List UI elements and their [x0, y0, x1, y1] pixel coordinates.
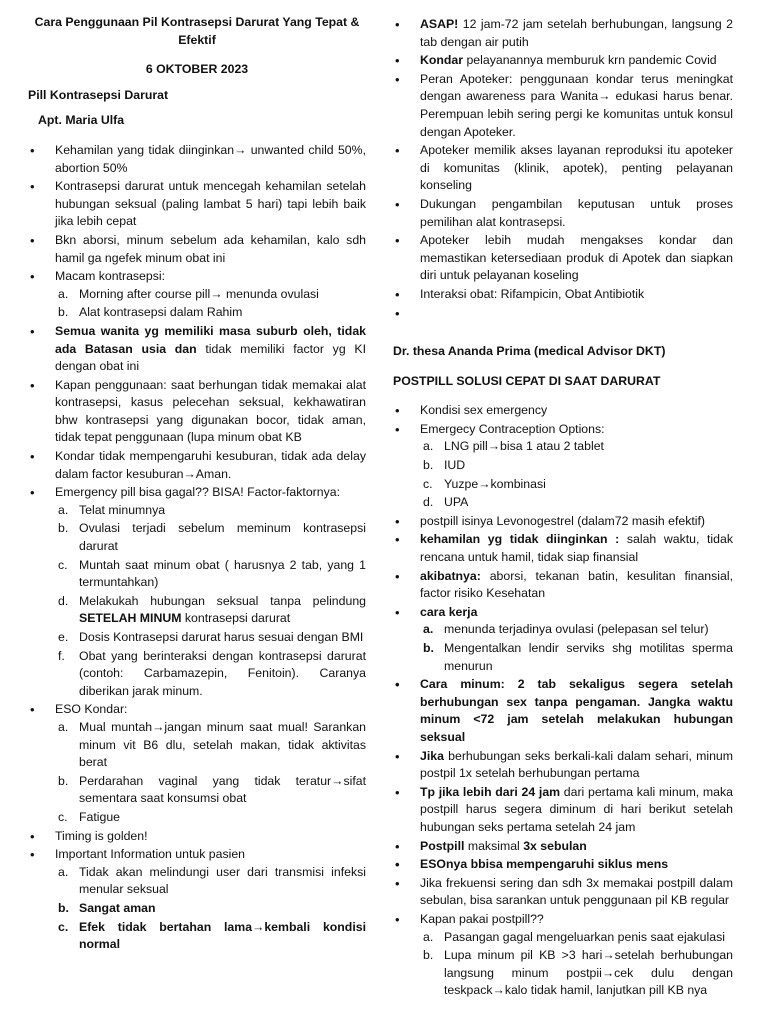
sub-item-text: Ovulasi terjadi sebelum meminum kontrasepsi darurat — [79, 521, 366, 554]
list-item — [28, 323, 366, 376]
sub-item: b. Ovulasi terjadi sebelum meminum kontrasepsi darurat — [58, 521, 366, 554]
sub-item: f. Obat yang berinteraksi dengan kontrasepsi darurat (contoh: Carbamazepin, Fenitoin). Caranya diberikan jarak minum. — [58, 648, 366, 698]
sub-item: a. Morning after course pill→ menunda ovulasi — [58, 286, 319, 301]
list-item: • Apoteker lebih mudah mengakses kondar dan memastikan ketersediaan produk di Apotek dan siapkan diri untuk pelayanan koseling — [393, 232, 733, 285]
bold-text: ASAP! — [420, 17, 459, 31]
list-item — [393, 568, 733, 603]
list-item: • Apoteker memilik akses layanan reproduksi itu apoteker di komunitas (klinik, apotek), penting pelayanan konseling — [393, 142, 733, 195]
list-item: • Bkn aborsi, minum sebelum ada kehamilan, kalo sdh hamil ga ngefek minum obat ini — [28, 232, 366, 267]
list-item-text: Kapan pakai postpill?? — [420, 911, 544, 926]
sub-item-text: Pasangan gagal mengeluarkan penis saat ejakulasi — [444, 929, 725, 944]
sub-item: c. Fatigue — [58, 809, 121, 824]
sub-item: e. Dosis Kontrasepsi darurat harus sesuai dengan BMI — [58, 630, 364, 644]
list-item: • Timing is golden! — [28, 828, 366, 846]
list-item-text: maksimal — [464, 838, 524, 853]
sub-item-text: Obat yang berinteraksi dengan kontrasepsi darurat (contoh: Carbamazepin, Fenitoin). Caranya diberikan jarak minum. — [79, 648, 366, 698]
sub-item-text: Alat kontrasepsi dalam Rahim — [79, 305, 243, 320]
sub-item-text: Perdarahan vaginal yang tidak teratur→sifat sementara saat konsumsi obat — [79, 773, 366, 806]
list-item: • Kondisi sex emergency — [393, 402, 733, 420]
bullet-list-right-top — [393, 16, 733, 322]
list-item: • Cara minum: 2 tab sekaligus segera setelah berhubungan sex tanpa pengaman. Jangka waktu minum <72 jam setelah melakukan hubungan seksual — [393, 676, 733, 746]
list-item — [393, 531, 733, 566]
list-item-text: Emergecy Contraception Options: — [420, 421, 605, 436]
section-heading-postpill: POSTPILL SOLUSI CEPAT DI SAAT DARURAT — [393, 373, 661, 388]
bold-text: Jika — [420, 748, 444, 763]
sub-item-text: UPA — [444, 495, 469, 510]
sub-item-text: Melakukah hubungan seksual tanpa pelindung — [79, 593, 366, 608]
sub-item: a. Mual muntah→jangan minum saat mual! Sarankan minum vit B6 dlu, setelah makan, tidak aktivitas berat — [58, 719, 366, 770]
sub-list — [55, 502, 366, 701]
speaker-name: Dr. thesa Ananda Prima (medical Advisor DKT) — [393, 344, 666, 359]
sub-item-text: Tidak akan melindungi user dari transmisi infeksi menular seksual — [79, 864, 366, 897]
list-item: • Peran Apoteker: penggunaan kondar terus meningkat dengan awareness para Wanita→ edukasi harus benar. Perempuan lebih sering pergi ke komunitas untuk konsul dengan Apoteker. — [393, 71, 733, 141]
sub-list — [55, 286, 366, 322]
sub-list — [420, 929, 733, 1000]
bold-text: akibatnya: — [420, 568, 481, 583]
list-item-text: Emergency pill bisa gagal?? BISA! Factor-faktornya: — [55, 485, 341, 500]
sub-item: a. Telat minumnya — [58, 502, 166, 517]
sub-item-text: Efek tidak bertahan lama→kembali kondisi normal — [79, 919, 366, 952]
list-item — [28, 701, 366, 826]
list-item: • Interaksi obat: Rifampicin, Obat Antibiotik — [393, 286, 733, 304]
bold-text: SETELAH MINUM — [79, 611, 182, 626]
list-item: • Jika frekuensi sering dan sdh 3x memakai postpill dalam sebulan, bisa sarankan untuk penggunaan pil KB regular — [393, 875, 733, 910]
sub-item-text: Sangat aman — [79, 900, 156, 915]
sub-item-text: Fatigue — [79, 809, 121, 824]
list-item — [393, 838, 733, 856]
sub-item-text: menunda terjadinya ovulasi (pelepasan sel telur) — [444, 622, 709, 637]
bullet-list-left — [28, 142, 366, 954]
list-item-text: salah waktu, tidak rencana untuk hamil, tidak siap finansial — [420, 532, 733, 565]
list-item-text: 12 jam-72 jam setelah berhubungan, langsung 2 tab dengan air putih — [420, 17, 733, 49]
list-item — [28, 268, 366, 322]
sub-item-text: Muntah saat minum obat ( harusnya 2 tab, yang 1 termuntahkan) — [79, 557, 366, 590]
list-item: • Kehamilan yang tidak diinginkan→ unwanted child 50%, abortion 50% — [28, 142, 366, 177]
list-item-empty — [393, 305, 733, 323]
sub-item: a. LNG pill→bisa 1 atau 2 tablet — [423, 439, 604, 454]
sub-item-text: Morning after course pill→ menunda ovulasi — [79, 286, 319, 301]
sub-item: c. Efek tidak bertahan lama→kembali kondisi normal — [58, 919, 366, 952]
list-item-text: Macam kontrasepsi: — [55, 269, 166, 284]
sub-item: d. Melakukah hubungan seksual tanpa pelindung SETELAH MINUM kontrasepsi darurat — [58, 593, 366, 626]
list-item-text: aborsi, tekanan batin, kesulitan finansial, factor risiko Kesehatan — [420, 568, 733, 601]
sub-item-text: Lupa minum pil KB >3 hari→setelah berhubungan langsung minum postpii→cek dulu dengan teskpack→kalo tidak hamil, lanjutkan pill KB nya — [444, 948, 733, 998]
sub-item: a. Pasangan gagal mengeluarkan penis saat ejakulasi — [423, 929, 725, 944]
sub-item: b. Perdarahan vaginal yang tidak teratur→sifat sementara saat konsumsi obat — [58, 773, 366, 806]
sub-list — [420, 438, 733, 511]
speaker-name: Apt. Maria Ulfa — [38, 113, 125, 128]
sub-item: c. Yuzpe→kombinasi — [423, 476, 546, 491]
list-item: • Kontrasepsi darurat untuk mencegah kehamilan setelah hubungan seksual (paling lambat 5 hari) tapi lebih baik jika lebih cepat — [28, 178, 366, 231]
list-item — [393, 16, 733, 51]
bold-text: Kondar — [420, 53, 464, 68]
sub-item: b. Alat kontrasepsi dalam Rahim — [58, 305, 243, 320]
sub-item: d. UPA — [423, 495, 469, 510]
bullet-list-right-bottom — [393, 402, 733, 1000]
section-heading-pill: Pill Kontrasepsi Darurat — [28, 87, 169, 102]
sub-list — [420, 621, 733, 675]
right-column — [393, 16, 733, 1001]
list-item — [393, 748, 733, 783]
sub-item: b. Lupa minum pil KB >3 hari→setelah berhubungan langsung minum postpii→cek dulu dengan teskpack→kalo tidak hamil, lanjutkan pill KB nya — [423, 948, 733, 998]
document-date: 6 OKTOBER 2023 — [145, 62, 249, 77]
sub-item-text: Mual muntah→jangan minum saat mual! Sarankan minum vit B6 dlu, setelah makan, tidak aktivitas berat — [79, 719, 366, 770]
sub-item-text: Telat minumnya — [79, 502, 166, 517]
list-item: • Kapan penggunaan: saat berhungan tidak memakai alat kontrasepsi, kasus pelecehan seksual, kekhawatiran bhw kontrasepsi yang digunakan bocor, tidak aman, tidak tepat penggunaan (lupa minum obat KB — [28, 377, 366, 447]
list-item-text: ESO Kondar: — [55, 702, 128, 717]
sub-item-text: IUD — [444, 458, 466, 473]
list-item-text: pelayanannya memburuk krn pandemic Covid — [463, 53, 717, 68]
list-item — [393, 52, 733, 70]
sub-item: a. menunda terjadinya ovulasi (pelepasan sel telur) — [423, 622, 709, 637]
bold-text: kehamilan yg tidak diinginkan : — [420, 532, 620, 547]
list-item-text: dari pertama kali minum, maka postpill harus segera diminum di hari berikut setelah hubungan seks pertama setelah 24 jam — [420, 784, 733, 834]
left-column — [28, 14, 366, 955]
bold-text: Postpill — [420, 838, 465, 853]
sub-item-text: LNG pill→bisa 1 atau 2 tablet — [444, 439, 604, 454]
document-title: Cara Penggunaan Pil Kontrasepsi Darurat Yang Tepat & Efektif — [34, 15, 360, 47]
sub-item-text: kontrasepsi darurat — [181, 611, 291, 626]
sub-list — [55, 864, 366, 954]
sub-item: c. Muntah saat minum obat ( harusnya 2 tab, yang 1 termuntahkan) — [58, 557, 366, 590]
list-item — [393, 604, 733, 675]
sub-list — [55, 719, 366, 827]
bold-text: 3x sebulan — [523, 838, 587, 853]
bold-text: Semua wanita yg memiliki masa suburb oleh, tidak ada Batasan usia dan — [55, 323, 366, 356]
sub-item: a. Tidak akan melindungi user dari transmisi infeksi menular seksual — [58, 864, 366, 897]
sub-item: b. Sangat aman — [58, 900, 156, 915]
list-item — [28, 484, 366, 700]
sub-item: b. IUD — [423, 458, 466, 473]
list-item: • Dukungan pengambilan keputusan untuk proses pemilihan alat kontrasepsi. — [393, 196, 733, 231]
sub-item-text: Yuzpe→kombinasi — [444, 476, 546, 491]
list-item-text: tidak memiliki factor yg KI dengan obat ini — [55, 341, 367, 374]
sub-item-text: Dosis Kontrasepsi darurat harus sesuai dengan BMI — [79, 630, 364, 644]
list-item: • postpill isinya Levonogestrel (dalam72 masih efektif) — [393, 513, 733, 531]
list-item: • ESOnya bbisa mempengaruhi siklus mens — [393, 856, 733, 874]
list-item — [393, 421, 733, 512]
list-item: • Kondar tidak mempengaruhi kesuburan, tidak ada delay dalam factor kesuburan→Aman. — [28, 448, 366, 483]
bold-text: cara kerja — [420, 604, 478, 619]
sub-item: b. Mengentalkan lendir serviks shg motilitas sperma menurun — [423, 641, 733, 673]
list-item-text: Important Information untuk pasien — [55, 847, 246, 862]
list-item — [393, 911, 733, 1000]
list-item — [28, 846, 366, 954]
list-item-text: berhubungan seks berkali-kali dalam sehari, minum postpil 1x setelah berhubungan pertama — [420, 748, 733, 781]
bold-text: Tp jika lebih dari 24 jam — [420, 784, 561, 799]
list-item — [393, 784, 733, 837]
sub-item-text: Mengentalkan lendir serviks shg motilitas sperma menurun — [444, 641, 733, 673]
